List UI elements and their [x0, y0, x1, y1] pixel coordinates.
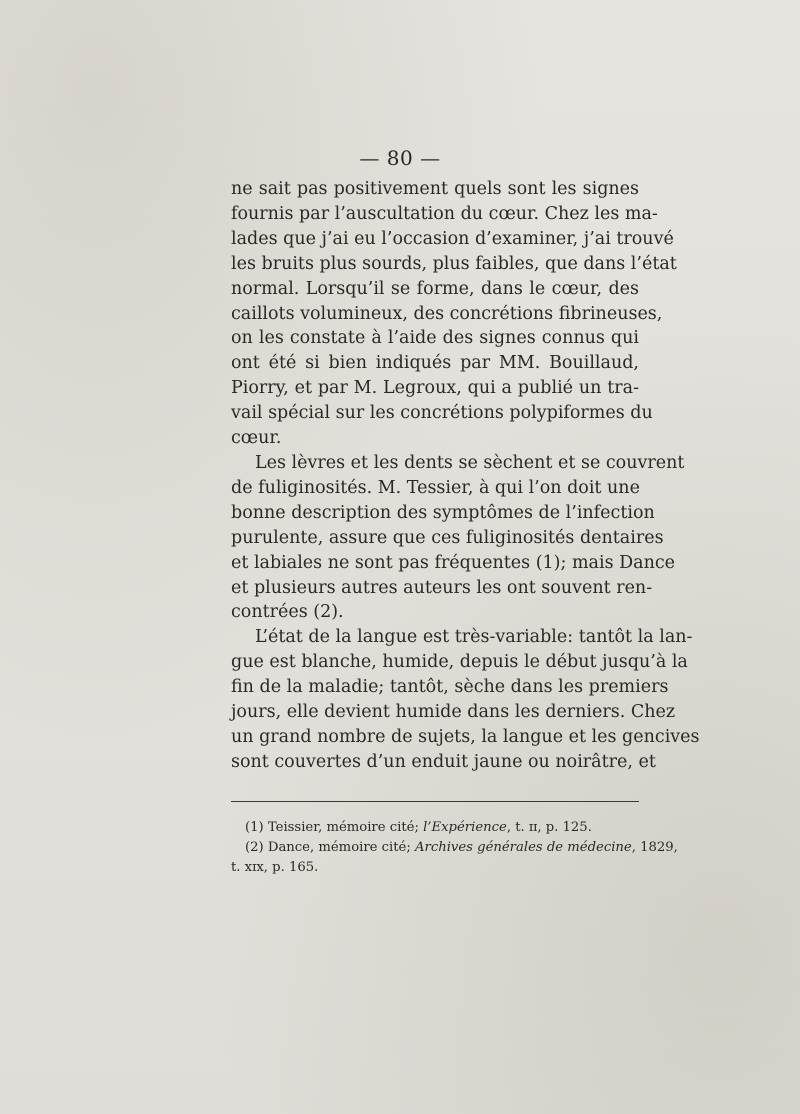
- text-line: purulente, assure que ces fuliginosités dentaires: [231, 527, 664, 548]
- text-line: contrées (2).: [231, 602, 344, 623]
- text-line: ne sait pas positivement quels sont les signes: [231, 179, 639, 199]
- text-line: ont été si bien indiqués par MM. Bouillaud,: [231, 353, 639, 374]
- footnote-1: [231, 818, 639, 838]
- text-line: et labiales ne sont pas fréquentes (1); mais Dance: [231, 552, 676, 573]
- footnote-2-source: Archives générales de médecine: [415, 840, 632, 855]
- text-line: vail spécial sur les concrétions polypiformes du: [231, 403, 653, 424]
- text-line: sont couvertes d’un enduit jaune ou noirâtre, et: [231, 751, 656, 772]
- text-line: lades que j’ai eu l’occasion d’examiner, j’ai trouvé: [231, 228, 674, 249]
- footnote-2-ref: , 1829,: [631, 840, 678, 855]
- text-line: fournis par l’auscultation du cœur. Chez les ma-: [231, 203, 658, 224]
- footnote-divider: [231, 801, 639, 802]
- text-line: fin de la maladie; tantôt, sèche dans les premiers: [231, 677, 669, 698]
- footnote-1-text: (1) Teissier, mémoire cité;: [245, 820, 424, 835]
- footnote-1-ref: , t. ɪɪ, p. 125.: [506, 820, 592, 835]
- text-line: et plusieurs autres auteurs les ont souvent ren-: [231, 577, 653, 598]
- text-line: Les lèvres et les dents se sèchent et se couvrent: [255, 452, 685, 473]
- footnote-2: [231, 838, 678, 858]
- text-line: bonne description des symptômes de l’infection: [231, 502, 655, 523]
- text-line: un grand nombre de sujets, la langue et les gencives: [231, 726, 700, 747]
- text-line: L’état de la langue est très-variable: tantôt la lan-: [255, 627, 693, 648]
- footnote-2-text: (2) Dance, mémoire cité;: [245, 840, 415, 855]
- page-number: — 80 —: [359, 146, 441, 170]
- body-text: [231, 177, 700, 775]
- footnote-1-source: l’Expérience: [423, 820, 507, 835]
- text-line: caillots volumineux, des concrétions fibrineuses,: [231, 303, 663, 324]
- footnote-2-continuation: t. xɪx, p. 165.: [231, 860, 319, 875]
- text-line: jours, elle devient humide dans les derniers. Chez: [231, 702, 676, 723]
- text-line: on les constate à l’aide des signes connus qui: [231, 328, 639, 349]
- footnotes: [231, 818, 678, 878]
- text-line: cœur.: [231, 428, 282, 449]
- text-line: Piorry, et par M. Legroux, qui a publié un tra-: [231, 378, 639, 399]
- text-line: gue est blanche, humide, depuis le début jusqu’à la: [231, 652, 688, 673]
- text-line: normal. Lorsqu’il se forme, dans le cœur, des: [231, 278, 639, 299]
- text-line: de fuliginosités. M. Tessier, à qui l’on doit une: [231, 477, 640, 498]
- text-line: les bruits plus sourds, plus faibles, que dans l’état: [231, 253, 677, 274]
